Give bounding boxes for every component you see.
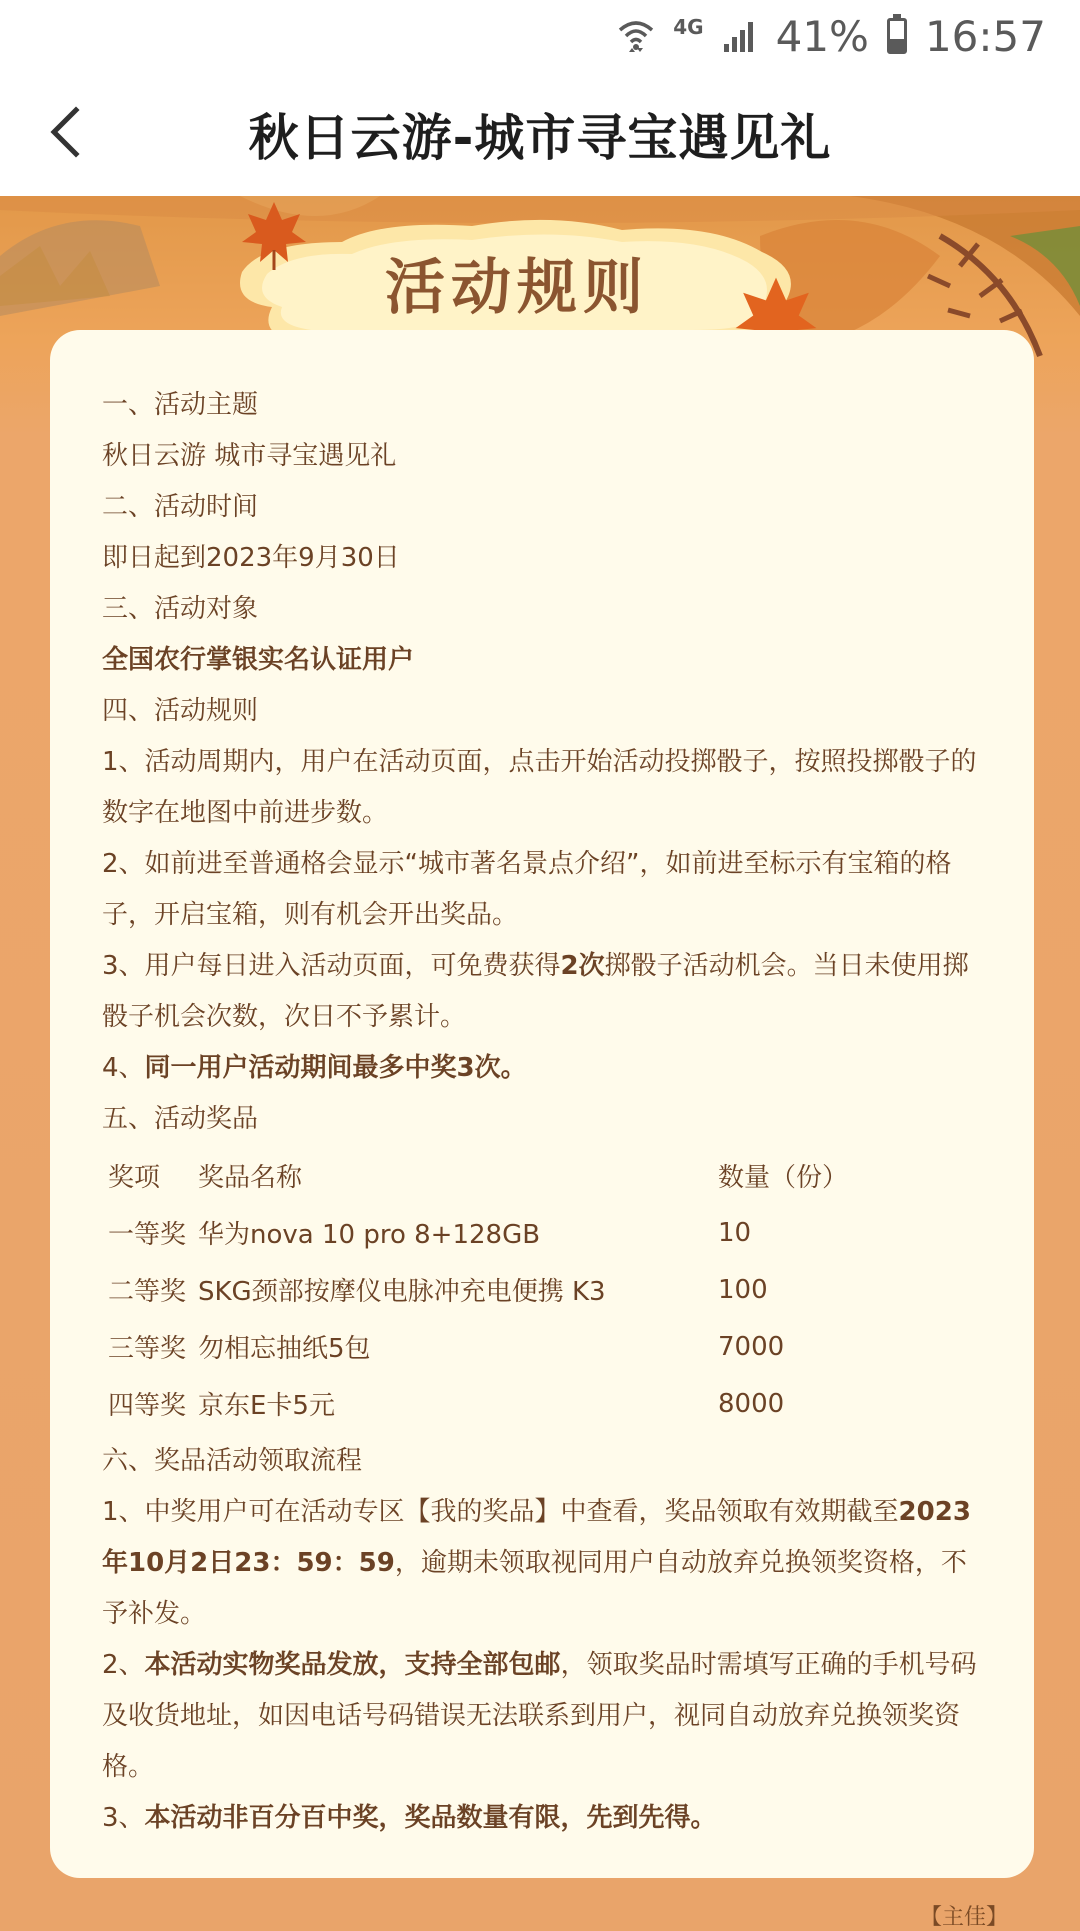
column-header-qty: 数量（份） (718, 1163, 849, 1193)
prize-name: SKG颈部按摩仪电脉冲充电便携 K3 (198, 1277, 606, 1307)
signal-icon (722, 18, 758, 54)
prize-qty: 10 (718, 1217, 752, 1248)
rules-content (102, 380, 982, 1844)
rule-3-text-end: 掷骰子活动机会。当日未使用掷骰子机会次数，次日不予累计。 (102, 951, 969, 1032)
prize-qty: 100 (718, 1274, 768, 1305)
prize-level: 四等奖 (108, 1391, 187, 1421)
claim-step-1 (102, 1487, 982, 1640)
battery-percent: 41% (775, 11, 869, 61)
section-claim-heading: 六、奖品活动领取流程 (102, 1446, 363, 1476)
section-target-text: 全国农行掌银实名认证用户 (102, 645, 415, 675)
page-title: 秋日云游-城市寻宝遇见礼 (248, 109, 832, 167)
table-row (108, 1318, 848, 1375)
column-header-name: 奖品名称 (198, 1163, 303, 1193)
claim-step-3 (102, 1793, 982, 1844)
table-row (108, 1261, 848, 1318)
claim-step-1-text: 1、中奖用户可在活动专区【我的奖品】中查看，奖品领取有效期截至 (102, 1497, 899, 1527)
prize-name: 勿相忘抽纸5包 (198, 1334, 371, 1364)
section-time-text: 即日起到2023年9月30日 (102, 543, 400, 573)
rule-3 (102, 941, 982, 1043)
prize-level: 一等奖 (108, 1220, 187, 1250)
section-theme-text: 秋日云游 城市寻宝遇见礼 (102, 441, 397, 471)
section-time-heading: 二、活动时间 (102, 492, 259, 522)
section-theme-heading: 一、活动主题 (102, 390, 259, 420)
status-bar (0, 0, 1080, 72)
rules-title: 活动规则 (385, 253, 649, 323)
claim-step-1-text-end: ，逾期未领取视同用户自动放弃兑换领奖资格，不予补发。 (102, 1548, 967, 1629)
nav-bar (0, 72, 1080, 196)
claim-step-2-number: 2、 (102, 1650, 145, 1680)
rule-4-number: 4、 (102, 1053, 145, 1083)
table-row (108, 1375, 848, 1432)
chevron-left-icon (36, 100, 100, 164)
prize-level: 三等奖 (108, 1334, 187, 1364)
section-rules-heading: 四、活动规则 (102, 696, 259, 726)
network-type: 4G (673, 15, 704, 39)
back-button[interactable] (36, 100, 100, 164)
column-header-level: 奖项 (108, 1163, 161, 1193)
rule-4-highlight: 同一用户活动期间最多中奖3次。 (144, 1053, 527, 1083)
battery-fill (890, 39, 904, 51)
claim-step-2-text: ，领取奖品时需填写正确的手机号码及收货地址，如因电话号码错误无法联系到用户，视同自动放弃兑换领奖资格。 (102, 1650, 977, 1782)
prize-table (108, 1147, 848, 1432)
rules-card (50, 330, 1034, 1878)
claim-deadline: 2023年10月2日23：59：59 (102, 1497, 971, 1578)
rule-3-text: 3、用户每日进入活动页面，可免费获得 (102, 951, 561, 981)
section-target-heading: 三、活动对象 (102, 594, 259, 624)
rule-2: 2、如前进至普通格会显示“城市著名景点介绍”，如前进至标示有宝箱的格子，开启宝箱，则有机会开出奖品。 (102, 849, 952, 930)
claim-step-2 (102, 1640, 982, 1793)
battery-icon (887, 18, 907, 54)
table-header-row (108, 1147, 848, 1204)
claim-step-2-highlight: 本活动实物奖品发放，支持全部包邮 (144, 1650, 561, 1680)
prize-name: 京东E卡5元 (198, 1391, 335, 1421)
claim-step-3-highlight: 本活动非百分百中奖，奖品数量有限，先到先得。 (144, 1803, 717, 1833)
prize-name: 华为nova 10 pro 8+128GB (198, 1220, 541, 1250)
wifi-icon (617, 18, 655, 54)
prize-qty: 7000 (718, 1331, 785, 1362)
clock: 16:57 (924, 11, 1046, 61)
section-prizes-heading: 五、活动奖品 (102, 1104, 259, 1134)
rule-4 (102, 1043, 982, 1094)
table-row (108, 1204, 848, 1261)
bottom-tab-label[interactable]: 【主佳】 (920, 1905, 1009, 1930)
rule-1: 1、活动周期内，用户在活动页面，点击开始活动投掷骰子，按照投掷骰子的数字在地图中前进步数。 (102, 747, 977, 828)
prize-qty: 8000 (718, 1388, 785, 1419)
rule-3-highlight: 2次 (560, 951, 605, 981)
prize-level: 二等奖 (108, 1277, 187, 1307)
claim-step-3-number: 3、 (102, 1803, 145, 1833)
